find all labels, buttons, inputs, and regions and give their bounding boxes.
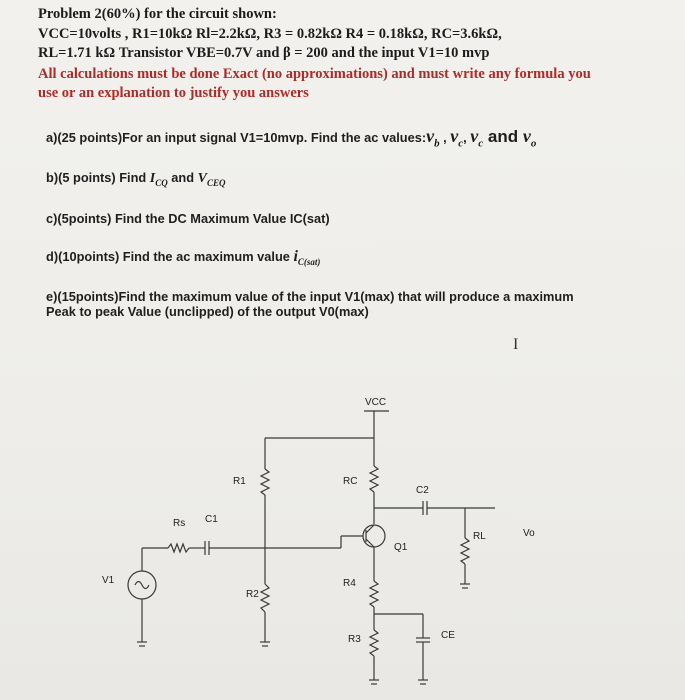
given-values-line2: RL=1.71 kΩ Transistor VBE=0.7V and β = 200 and the input V1=10 mvp bbox=[38, 45, 490, 61]
rs-resistor bbox=[168, 544, 189, 552]
circuit-wires bbox=[128, 411, 495, 684]
r2-resistor bbox=[261, 584, 269, 612]
instructions-line1: All calculations must be done Exact (no approximations) and must write any formula you bbox=[38, 66, 591, 82]
rc-resistor bbox=[370, 466, 378, 492]
r2-label: R2 bbox=[246, 589, 259, 600]
sep-2: , bbox=[463, 130, 471, 145]
vb-symbol: $v_b$ bbox=[426, 126, 440, 150]
ce-label: CE bbox=[441, 630, 455, 641]
vc-symbol: $v_c$ bbox=[450, 126, 464, 150]
question-a-text: a)(25 points)For an input signal V1=10mvp. Find the ac values: bbox=[46, 130, 427, 145]
instructions-line2: use or an explanation to justify you answers bbox=[38, 85, 309, 101]
question-b-text: b)(5 points) Find bbox=[46, 170, 150, 185]
vo-label: Vo bbox=[523, 528, 535, 539]
given-values-line1: VCC=10volts , R1=10kΩ Rl=2.2kΩ, R3 = 0.82kΩ R4 = 0.18kΩ, RC=3.6kΩ, bbox=[38, 26, 502, 42]
question-e-line2: Peak to peak Value (unclipped) of the output V0(max) bbox=[46, 304, 369, 319]
question-d-text: d)(10points) Find the ac maximum value bbox=[46, 249, 294, 264]
vc-symbol-2: $v_c$ bbox=[470, 126, 484, 150]
vcc-label: VCC bbox=[365, 397, 387, 408]
q1-label: Q1 bbox=[394, 542, 408, 553]
r4-resistor bbox=[370, 581, 378, 607]
sep-1: , bbox=[439, 130, 451, 145]
problem-title: Problem 2(60%) for the circuit shown: bbox=[38, 6, 277, 22]
r1-resistor bbox=[261, 469, 269, 495]
rl-resistor bbox=[461, 538, 469, 564]
rs-label: Rs bbox=[173, 518, 186, 529]
r3-label: R3 bbox=[348, 634, 361, 645]
ic-sat-symbol: $i_{C(sat)}$ bbox=[293, 248, 321, 268]
question-e-line1: e)(15points)Find the maximum value of the input V1(max) that will produce a maximum bbox=[46, 289, 574, 304]
r4-label: R4 bbox=[343, 578, 356, 589]
and-word: and bbox=[483, 127, 523, 146]
sine-icon bbox=[135, 582, 149, 589]
r1-label: R1 bbox=[233, 476, 246, 487]
r3-resistor bbox=[370, 630, 378, 656]
vo-symbol: $v_o$ bbox=[522, 126, 537, 150]
vceq-symbol: $V_{CEQ}$ bbox=[197, 171, 226, 188]
rl-label: RL bbox=[473, 531, 486, 542]
icq-symbol: $I_{CQ}$ bbox=[149, 171, 168, 188]
c1-label: C1 bbox=[205, 514, 218, 525]
rc-label: RC bbox=[343, 476, 358, 487]
question-c: c)(5points) Find the DC Maximum Value IC(sat) bbox=[46, 211, 330, 226]
text-cursor-icon: I bbox=[513, 336, 519, 353]
c2-label: C2 bbox=[416, 485, 429, 496]
v1-label: V1 bbox=[102, 575, 115, 586]
and-word-b: and bbox=[167, 170, 198, 185]
